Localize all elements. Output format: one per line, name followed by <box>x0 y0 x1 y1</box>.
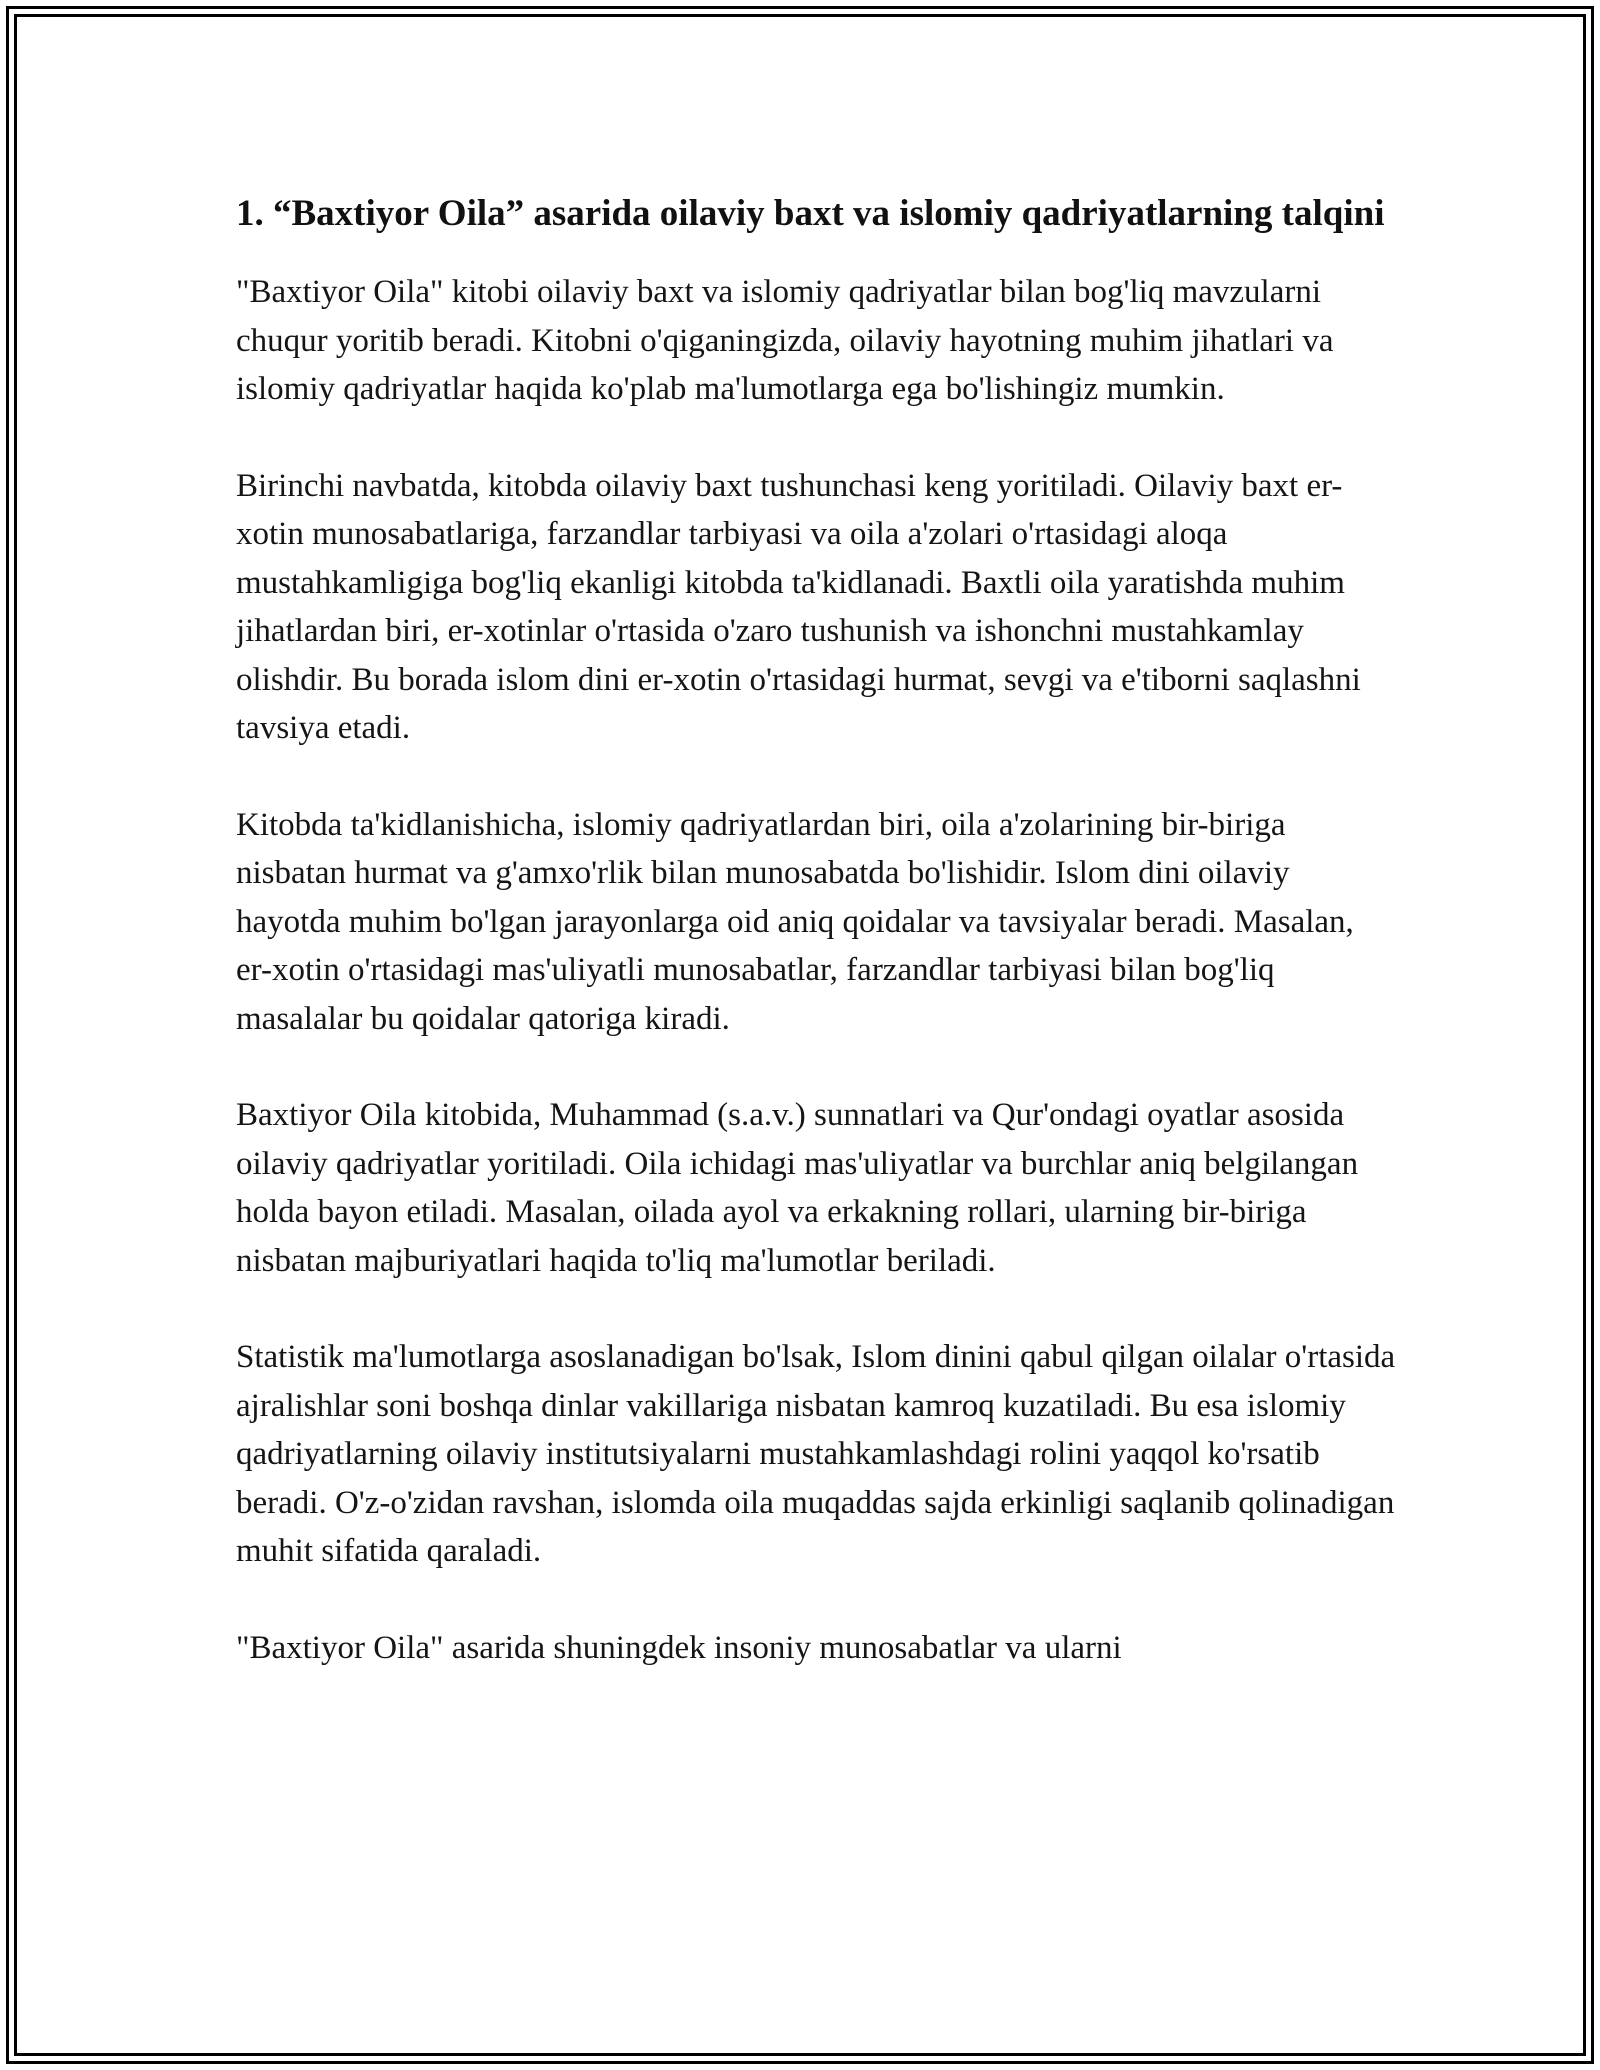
paragraph-5: Statistik ma'lumotlarga asoslanadigan bo'lsak, Islom dinini qabul qilgan oilalar o'rtasida ajralishlar soni boshqa dinlar vakillariga nisbatan kamroq kuzatiladi. Bu esa islomiy qadriyatlarning oilaviy institutsiyalarni mustahkamlashdagi rolini yaqqol ko'rsatib beradi. O'z-o'zidan ravshan, islomda oila muqaddas sajda erkinligi saqlanib qolinadigan muhit sifatida qaraladi. <box>236 1339 1396 1569</box>
paragraph-2: Birinchi navbatda, kitobda oilaviy baxt tushunchasi keng yoritiladi. Oilaviy baxt er-xotin munosabatlariga, farzandlar tarbiyasi va oila a'zolari o'rtasidagi aloqa mustahkamligiga bog'liq ekanligi kitobda ta'kidlanadi. Baxtli oila yaratishda muhim jihatlardan biri, er-xotinlar o'rtasida o'zaro tushunish va ishonchni mustahkamlay olishdir. Bu borada islom dini er-xotin o'rtasidagi hurmat, sevgi va e'tiborni saqlashni tavsiya etadi. <box>236 467 1361 746</box>
paragraph-4: Baxtiyor Oila kitobida, Muhammad (s.a.v.) sunnatlari va Qur'ondagi oyatlar asosida oilaviy qadriyatlar yoritiladi. Oila ichidagi mas'uliyatlar va burchlar aniq belgilangan holda bayon etiladi. Masalan, oilada ayol va erkakning rollari, ularning bir-biriga nisbatan majburiyatlari haqida to'liq ma'lumotlar beriladi. <box>236 1097 1359 1279</box>
section-heading: 1. “Baxtiyor Oila” asarida oilaviy baxt va islomiy qadriyatlarning talqini <box>236 193 1385 234</box>
paragraph-6: "Baxtiyor Oila" asarida shuningdek insoniy munosabatlar va ularni <box>236 1629 1122 1666</box>
paragraph-1: "Baxtiyor Oila" kitobi oilaviy baxt va islomiy qadriyatlar bilan bog'liq mavzularni chuqur yoritib beradi. Kitobni o'qiganingizda, oilaviy hayotning muhim jihatlari va islomiy qadriyatlar haqida ko'plab ma'lumotlarga ega bo'lishingiz mumkin. <box>236 274 1334 407</box>
paragraph-3: Kitobda ta'kidlanishicha, islomiy qadriyatlardan biri, oila a'zolarining bir-biriga nisbatan hurmat va g'amxo'rlik bilan munosabatda bo'lishidir. Islom dini oilaviy hayotda muhim bo'lgan jarayonlarga oid aniq qoidalar va tavsiyalar beradi. Masalan, er-xotin o'rtasidagi mas'uliyatli munosabatlar, farzandlar tarbiyasi bilan bog'liq masalalar bu qoidalar qatoriga kiradi. <box>236 806 1354 1037</box>
document-body <box>236 186 1396 1720</box>
